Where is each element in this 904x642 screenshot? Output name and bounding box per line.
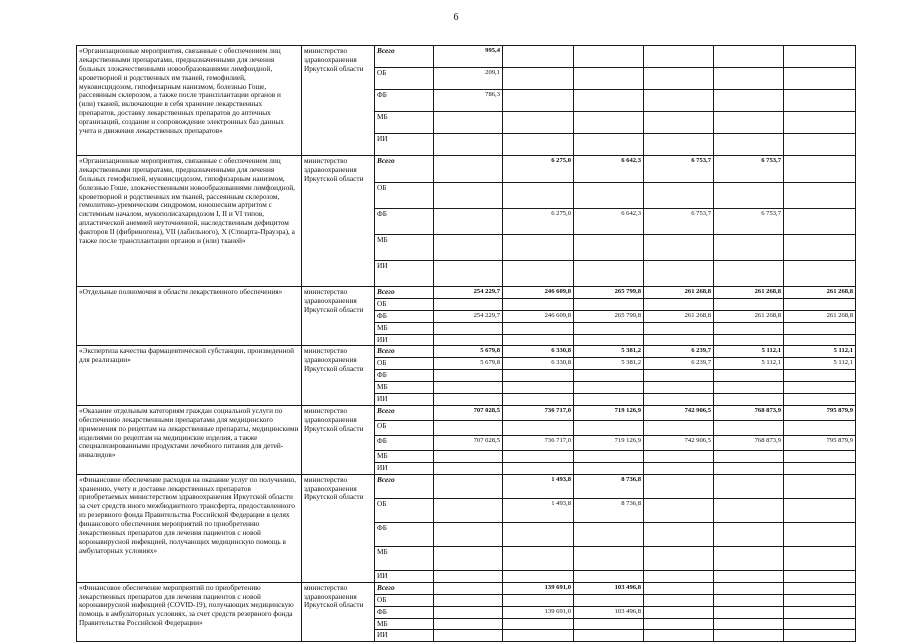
amount-cell	[644, 90, 714, 112]
amount-cell	[434, 630, 503, 642]
amount-cell: 5 381,2	[574, 346, 644, 358]
amount-cell	[574, 382, 644, 394]
funding-source-mb: МБ	[375, 546, 434, 570]
amount-cell	[503, 594, 574, 606]
amount-cell	[574, 462, 644, 474]
amount-cell: 6 753,7	[714, 156, 784, 183]
amount-cell	[434, 594, 503, 606]
amount-cell: 265 799,8	[574, 287, 644, 299]
amount-cell	[574, 570, 644, 582]
amount-cell	[714, 582, 784, 594]
amount-cell	[714, 570, 784, 582]
amount-cell: 6 753,7	[644, 156, 714, 183]
amount-cell	[434, 261, 503, 287]
funding-source-ii: ИИ	[375, 394, 434, 406]
amount-cell: 6 275,0	[503, 209, 574, 235]
measure-description: «Отдельные полномочия в области лекарственного обеспечения»	[77, 287, 302, 346]
amount-cell: 6 753,7	[714, 209, 784, 235]
funding-source-ob: ОБ	[375, 498, 434, 522]
amount-cell	[714, 522, 784, 546]
amount-cell: 246 609,8	[503, 310, 574, 322]
funding-source-fb: ФБ	[375, 522, 434, 546]
measure-description: «Финансовое обеспечение расходов на оказание услуг по получению, хранению, учету и доставке лекарственных препаратов приобретаемых министерством здравоохранения Иркутской области за счет средств иного межбюджетного трансферта, предоставленного из резервного фонда Правительства Российской Федерации в целях финансового обеспечения мероприятий по приобретению лекарственных препаратов для лечения пациентов с новой коронавирусной инфекцией, получающих медицинскую помощь в амбулаторных условиях»	[77, 474, 302, 582]
amount-cell	[644, 450, 714, 462]
amount-cell	[574, 546, 644, 570]
amount-cell	[503, 68, 574, 90]
amount-cell	[434, 462, 503, 474]
amount-cell: 6 642,3	[574, 209, 644, 235]
funding-source-ii: ИИ	[375, 630, 434, 642]
funding-source-mb: МБ	[375, 322, 434, 334]
funding-source-total: Всего	[375, 287, 434, 299]
amount-cell: 246 609,8	[503, 287, 574, 299]
amount-cell: 254 229,7	[434, 310, 503, 322]
amount-cell: 5 112,1	[714, 358, 784, 370]
amount-cell	[714, 450, 784, 462]
amount-cell	[574, 298, 644, 310]
amount-cell	[784, 450, 856, 462]
amount-cell	[644, 474, 714, 498]
measure-description: «Финансовое обеспечение мероприятий по приобретению лекарственных препаратов для лечения пациентов с новой коронавирусной инфекцией (COVID-19), получающих медицинскую помощь в амбулаторных условиях, за счет средств резервного фонда Правительства Российской Федерации»	[77, 582, 302, 642]
amount-cell	[574, 134, 644, 156]
amount-cell	[784, 370, 856, 382]
table-row	[77, 287, 856, 299]
amount-cell	[784, 522, 856, 546]
amount-cell	[784, 334, 856, 346]
funding-source-fb: ФБ	[375, 90, 434, 112]
funding-source-ob: ОБ	[375, 183, 434, 209]
amount-cell	[644, 334, 714, 346]
amount-cell	[784, 209, 856, 235]
amount-cell	[784, 382, 856, 394]
amount-cell	[644, 382, 714, 394]
amount-cell: 6 753,7	[644, 209, 714, 235]
amount-cell	[574, 68, 644, 90]
amount-cell	[434, 156, 503, 183]
amount-cell	[503, 235, 574, 261]
amount-cell	[784, 570, 856, 582]
measure-description: «Организационные мероприятия, связанные с обеспечением лиц лекарственными препаратами, предназначенными для лечения больных злокачественными новообразованиями лимфоидной, кроветворной и родственных им тканей, гемофилией, муковисцидозом, гипофизарным нанизмом, болезнью Гоше, рассеянным склерозом, а также после трансплантации органов и (или) тканей, включающие в себя хранение лекарственных препаратов, доставку лекарственных препаратов до аптечных организаций, создание и сопровождение электронных баз данных учета и движения лекарственных препаратов»	[77, 46, 302, 156]
amount-cell: 5 381,2	[574, 358, 644, 370]
amount-cell: 995,4	[434, 46, 503, 68]
amount-cell	[503, 322, 574, 334]
amount-cell	[503, 112, 574, 134]
amount-cell	[644, 582, 714, 594]
amount-cell	[434, 450, 503, 462]
amount-cell: 103 496,8	[574, 582, 644, 594]
funding-source-ii: ИИ	[375, 134, 434, 156]
amount-cell: 768 873,9	[714, 435, 784, 450]
table-row	[77, 156, 856, 183]
amount-cell	[784, 235, 856, 261]
amount-cell	[574, 235, 644, 261]
amount-cell	[714, 606, 784, 618]
amount-cell	[434, 546, 503, 570]
responsible-org: министерство здравоохранения Иркутской области	[302, 474, 375, 582]
amount-cell: 719 126,9	[574, 435, 644, 450]
amount-cell	[644, 594, 714, 606]
amount-cell	[434, 134, 503, 156]
amount-cell	[434, 618, 503, 630]
amount-cell	[784, 594, 856, 606]
amount-cell	[503, 450, 574, 462]
amount-cell	[714, 474, 784, 498]
funding-source-mb: МБ	[375, 382, 434, 394]
amount-cell: 5 112,1	[784, 346, 856, 358]
amount-cell: 6 275,0	[503, 156, 574, 183]
amount-cell: 261 268,8	[714, 310, 784, 322]
amount-cell	[644, 630, 714, 642]
amount-cell	[644, 462, 714, 474]
amount-cell	[644, 546, 714, 570]
amount-cell: 1 493,8	[503, 498, 574, 522]
amount-cell: 6 330,8	[503, 358, 574, 370]
amount-cell	[644, 570, 714, 582]
amount-cell	[714, 334, 784, 346]
amount-cell	[784, 546, 856, 570]
amount-cell	[644, 618, 714, 630]
amount-cell	[503, 522, 574, 546]
amount-cell: 736 717,0	[503, 435, 574, 450]
amount-cell: 8 736,8	[574, 498, 644, 522]
amount-cell: 8 736,8	[574, 474, 644, 498]
amount-cell	[784, 156, 856, 183]
amount-cell	[434, 420, 503, 435]
funding-source-total: Всего	[375, 346, 434, 358]
amount-cell: 6 239,7	[644, 358, 714, 370]
amount-cell	[784, 462, 856, 474]
amount-cell	[714, 594, 784, 606]
amount-cell	[644, 183, 714, 209]
funding-source-fb: ФБ	[375, 606, 434, 618]
responsible-org: министерство здравоохранения Иркутской области	[302, 582, 375, 642]
funding-source-ob: ОБ	[375, 68, 434, 90]
funding-source-total: Всего	[375, 46, 434, 68]
amount-cell	[434, 570, 503, 582]
amount-cell	[574, 420, 644, 435]
amount-cell	[503, 546, 574, 570]
amount-cell	[714, 462, 784, 474]
funding-source-mb: МБ	[375, 235, 434, 261]
amount-cell	[503, 183, 574, 209]
amount-cell	[784, 420, 856, 435]
funding-source-mb: МБ	[375, 618, 434, 630]
responsible-org: министерство здравоохранения Иркутской области	[302, 156, 375, 287]
amount-cell: 742 906,5	[644, 405, 714, 420]
amount-cell	[503, 370, 574, 382]
amount-cell	[574, 334, 644, 346]
funding-source-ii: ИИ	[375, 334, 434, 346]
budget-table-body	[77, 46, 856, 642]
amount-cell	[574, 46, 644, 68]
amount-cell	[644, 420, 714, 435]
amount-cell: 786,3	[434, 90, 503, 112]
amount-cell	[784, 618, 856, 630]
amount-cell	[784, 90, 856, 112]
amount-cell	[434, 370, 503, 382]
amount-cell	[714, 183, 784, 209]
funding-source-ob: ОБ	[375, 298, 434, 310]
funding-source-mb: МБ	[375, 450, 434, 462]
table-row	[77, 474, 856, 498]
amount-cell	[503, 134, 574, 156]
amount-cell: 5 112,1	[714, 346, 784, 358]
amount-cell: 719 126,9	[574, 405, 644, 420]
amount-cell	[574, 183, 644, 209]
funding-source-fb: ФБ	[375, 435, 434, 450]
amount-cell	[784, 474, 856, 498]
measure-description: «Экспертиза качества фармацевтической субстанции, произведенной для реализации»	[77, 346, 302, 405]
amount-cell	[784, 261, 856, 287]
amount-cell	[503, 334, 574, 346]
funding-source-ii: ИИ	[375, 261, 434, 287]
funding-source-fb: ФБ	[375, 310, 434, 322]
amount-cell	[434, 382, 503, 394]
amount-cell	[574, 112, 644, 134]
funding-source-total: Всего	[375, 156, 434, 183]
amount-cell: 795 879,9	[784, 435, 856, 450]
amount-cell	[714, 546, 784, 570]
amount-cell	[644, 394, 714, 406]
amount-cell	[434, 235, 503, 261]
amount-cell	[574, 370, 644, 382]
funding-source-mb: МБ	[375, 112, 434, 134]
funding-source-total: Всего	[375, 474, 434, 498]
amount-cell	[714, 68, 784, 90]
amount-cell	[503, 630, 574, 642]
table-row	[77, 405, 856, 420]
amount-cell: 139 691,0	[503, 606, 574, 618]
amount-cell: 768 873,9	[714, 405, 784, 420]
amount-cell	[434, 582, 503, 594]
table-row	[77, 582, 856, 594]
amount-cell: 795 879,9	[784, 405, 856, 420]
amount-cell: 742 906,5	[644, 435, 714, 450]
amount-cell: 707 028,5	[434, 405, 503, 420]
amount-cell	[644, 298, 714, 310]
amount-cell	[503, 462, 574, 474]
amount-cell	[784, 183, 856, 209]
amount-cell	[434, 298, 503, 310]
amount-cell: 5 112,1	[784, 358, 856, 370]
amount-cell	[503, 394, 574, 406]
amount-cell	[574, 522, 644, 546]
amount-cell	[714, 90, 784, 112]
amount-cell: 736 717,0	[503, 405, 574, 420]
amount-cell	[714, 382, 784, 394]
amount-cell	[503, 298, 574, 310]
amount-cell: 103 496,8	[574, 606, 644, 618]
amount-cell: 261 268,8	[784, 287, 856, 299]
amount-cell	[574, 394, 644, 406]
amount-cell	[784, 630, 856, 642]
amount-cell	[434, 183, 503, 209]
amount-cell: 5 679,8	[434, 358, 503, 370]
funding-source-ob: ОБ	[375, 420, 434, 435]
amount-cell: 707 028,5	[434, 435, 503, 450]
amount-cell	[644, 606, 714, 618]
responsible-org: министерство здравоохранения Иркутской области	[302, 346, 375, 405]
amount-cell	[644, 370, 714, 382]
page-number: 6	[453, 12, 459, 23]
amount-cell	[784, 498, 856, 522]
amount-cell: 261 268,8	[644, 310, 714, 322]
amount-cell	[644, 522, 714, 546]
amount-cell	[503, 46, 574, 68]
amount-cell	[644, 46, 714, 68]
budget-table	[76, 45, 856, 642]
amount-cell: 139 691,0	[503, 582, 574, 594]
amount-cell: 6 330,8	[503, 346, 574, 358]
amount-cell	[644, 498, 714, 522]
amount-cell	[784, 582, 856, 594]
amount-cell	[434, 209, 503, 235]
amount-cell	[714, 394, 784, 406]
amount-cell	[714, 298, 784, 310]
amount-cell	[574, 630, 644, 642]
amount-cell	[574, 450, 644, 462]
funding-source-fb: ФБ	[375, 370, 434, 382]
amount-cell	[714, 261, 784, 287]
funding-source-fb: ФБ	[375, 209, 434, 235]
amount-cell: 261 268,8	[714, 287, 784, 299]
amount-cell	[574, 90, 644, 112]
amount-cell	[574, 618, 644, 630]
amount-cell	[714, 420, 784, 435]
amount-cell: 209,1	[434, 68, 503, 90]
amount-cell	[434, 498, 503, 522]
amount-cell	[574, 594, 644, 606]
amount-cell	[503, 618, 574, 630]
amount-cell	[784, 68, 856, 90]
amount-cell	[644, 134, 714, 156]
amount-cell: 265 799,8	[574, 310, 644, 322]
amount-cell	[714, 134, 784, 156]
amount-cell	[434, 322, 503, 334]
amount-cell	[784, 298, 856, 310]
amount-cell	[714, 112, 784, 134]
amount-cell	[784, 322, 856, 334]
amount-cell	[644, 112, 714, 134]
amount-cell	[714, 370, 784, 382]
responsible-org: министерство здравоохранения Иркутской области	[302, 287, 375, 346]
amount-cell	[714, 46, 784, 68]
amount-cell	[644, 235, 714, 261]
amount-cell	[644, 261, 714, 287]
amount-cell	[503, 90, 574, 112]
amount-cell	[503, 382, 574, 394]
amount-cell	[503, 261, 574, 287]
amount-cell	[784, 134, 856, 156]
funding-source-total: Всего	[375, 582, 434, 594]
amount-cell	[574, 261, 644, 287]
funding-source-total: Всего	[375, 405, 434, 420]
measure-description: «Организационные мероприятия, связанные с обеспечением лиц лекарственными препаратами, предназначенными для лечения больных гемофилией, муковисцидозом, гипофизарным нанизмом, болезнью Гоше, злокачественными новообразованиями лимфоидной, кроветворной и родственных им тканей, рассеянным склерозом, гемолитико-уремическим синдромом, юношеским артритом с системным началом, мукополисахаридозом I, II и VI типов, апластической анемией неуточненной, наследственным дефицитом факторов II (фибриногена), VII (лабильного), X (Стюарта-Прауэра), а также после трансплантации органов и (или) тканей»	[77, 156, 302, 287]
amount-cell	[714, 235, 784, 261]
table-row	[77, 46, 856, 68]
amount-cell: 254 229,7	[434, 287, 503, 299]
amount-cell	[434, 112, 503, 134]
funding-source-ob: ОБ	[375, 358, 434, 370]
amount-cell	[434, 474, 503, 498]
amount-cell: 6 239,7	[644, 346, 714, 358]
amount-cell	[784, 394, 856, 406]
funding-source-ii: ИИ	[375, 570, 434, 582]
amount-cell	[644, 322, 714, 334]
amount-cell	[784, 606, 856, 618]
amount-cell	[503, 420, 574, 435]
amount-cell: 261 268,8	[784, 310, 856, 322]
measure-description: «Оказание отдельным категориям граждан социальной услуги по обеспечению лекарственными препаратами для медицинского применения по рецептам на лекарственные препараты, медицинскими изделиями по рецептам на медицинские изделия, а также специализированными продуктами лечебного питания для детей-инвалидов»	[77, 405, 302, 474]
amount-cell	[434, 522, 503, 546]
responsible-org: министерство здравоохранения Иркутской области	[302, 405, 375, 474]
amount-cell: 1 493,8	[503, 474, 574, 498]
amount-cell	[503, 570, 574, 582]
amount-cell	[574, 322, 644, 334]
funding-source-ob: ОБ	[375, 594, 434, 606]
amount-cell: 5 679,8	[434, 346, 503, 358]
amount-cell	[714, 322, 784, 334]
amount-cell	[434, 334, 503, 346]
amount-cell	[644, 68, 714, 90]
amount-cell: 261 268,8	[644, 287, 714, 299]
table-row	[77, 346, 856, 358]
amount-cell	[434, 606, 503, 618]
amount-cell	[714, 498, 784, 522]
amount-cell	[714, 630, 784, 642]
amount-cell	[784, 112, 856, 134]
amount-cell: 6 642,3	[574, 156, 644, 183]
funding-source-ii: ИИ	[375, 462, 434, 474]
amount-cell	[784, 46, 856, 68]
amount-cell	[434, 394, 503, 406]
responsible-org: министерство здравоохранения Иркутской области	[302, 46, 375, 156]
amount-cell	[714, 618, 784, 630]
